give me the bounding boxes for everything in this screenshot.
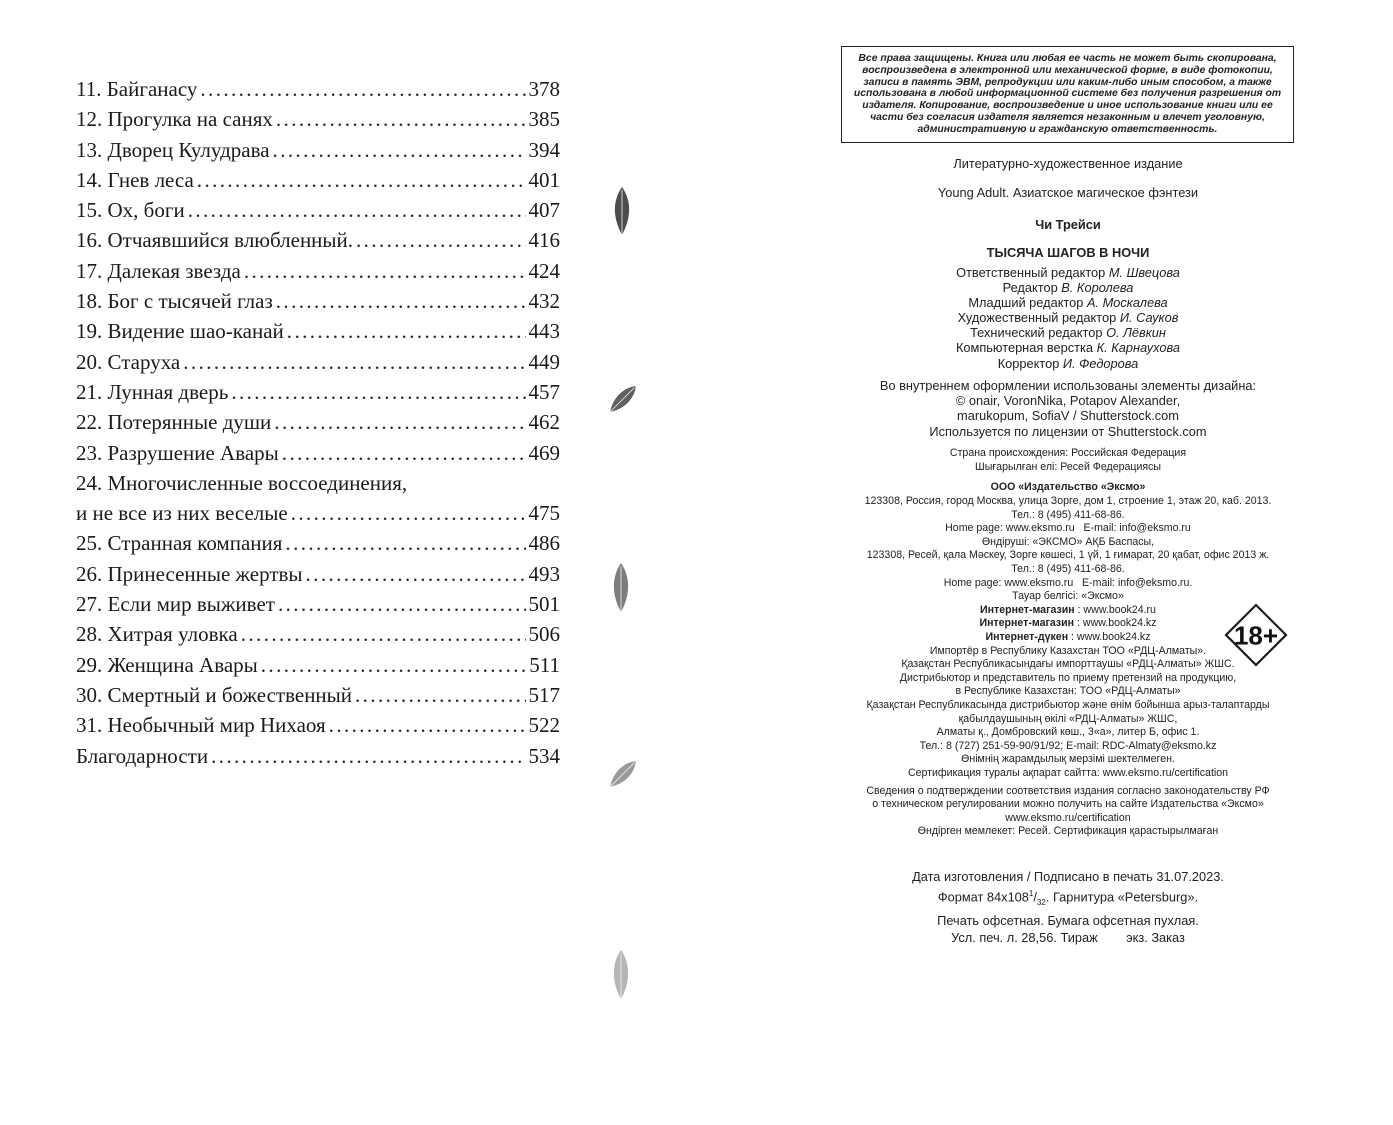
toc-entry-page: 486 [528,531,560,556]
shop-label: Интернет-дүкен [985,630,1069,643]
toc-entry-page: 443 [528,319,560,344]
toc-entry-title: 24. Многочисленные воссоединения, [76,470,408,495]
toc-entry [76,347,560,377]
toc-dot-leader [278,589,526,619]
toc-entry-title: 26. Принесенные жертвы [76,561,303,586]
genre: Young Adult. Азиатское магическое фэнтези [937,185,1199,200]
toc-entry-title: Благодарности [76,743,209,768]
toc-entry [76,650,560,680]
author: Чи Трейси [1035,217,1101,232]
print-paper: Печать офсетная. Бумага офсетная пухлая. [937,912,1199,928]
toc-entry [76,619,560,649]
toc-dot-leader [200,74,525,104]
leaf-icon [603,380,643,418]
toc-dot-leader [306,559,526,589]
credit-role: Корректор [997,355,1060,371]
toc-entry [76,286,560,316]
toc-entry-page: 506 [528,622,560,647]
leaf-icon [609,949,633,1001]
toc-entry-page: 416 [528,228,560,253]
toc-dot-leader [183,347,525,377]
toc-entry-title: 28. Хитрая уловка [76,622,238,647]
credit-name: М. Швецова [1108,265,1180,280]
toc-entry-title: 25. Странная компания [76,531,283,556]
leaf-icon [611,186,633,238]
credit-role: Технический редактор [970,325,1103,341]
publisher-line: Тел.: 8 (495) 411-68-86. [1011,563,1125,575]
shop-url: : www.book24.ru [1074,603,1156,616]
credit-line [820,325,1316,340]
toc-dot-leader [276,286,526,316]
toc-dot-leader [355,680,525,710]
publisher-line: Өндіруші: «ЭКСМО» АҚБ Баспасы, [981,535,1155,548]
design-line: marukopum, SofiaV / Shutterstock.com [957,408,1179,424]
toc-dot-leader [197,165,526,195]
toc-dot-leader [282,438,526,468]
toc-entry [76,316,560,346]
toc-entry-page: 462 [528,410,560,435]
print-details [820,868,1316,947]
toc-entry [76,589,560,619]
toc-entry-title: 21. Лунная дверь [76,379,229,404]
toc-dot-leader [276,104,526,134]
importer-line: Импортёр в Республику Казахстан ТОО «РДЦ-Алматы». [929,644,1207,657]
origin-line: Страна происхождения: Российская Федерация [949,446,1187,459]
toc-entry-title: 23. Разрушение Авары [76,440,279,465]
toc-entry-title: 14. Гнев леса [76,167,194,192]
design-line: © onair, VoronNika, Potapov Alexander, [955,392,1181,408]
publisher-line: Тел.: 8 (495) 411-68-86. [1011,508,1125,521]
credit-name: И. Федорова [1062,355,1139,371]
publisher-line: 123308, Ресей, қала Мәскеу, Зорге көшесі, 1 үй, 1 ғимарат, 20 қабат, офис 2013 ж. [866,549,1270,562]
edition-type: Литературно-художественное издание [953,156,1183,171]
toc-dot-leader [231,377,525,407]
importer-line: Қазақстан Республикасында дистрибьютор және өнім бойынша арыз-талаптарды [866,698,1270,711]
credit-name: А. Москалева [1086,295,1168,311]
imprint-page [820,150,1316,947]
toc-dot-leader [274,407,525,437]
credit-role: Ответственный редактор [956,265,1106,280]
table-of-contents [76,74,560,771]
toc-entry [76,256,560,286]
credit-role: Художественный редактор [957,310,1117,326]
credit-line [820,356,1316,371]
toc-dot-leader [329,710,526,740]
toc-entry-title: 17. Далекая звезда [76,258,241,283]
toc-entry [76,377,560,407]
print-run: Усл. печ. л. 28,56. Тираж экз. Заказ [951,930,1185,946]
toc-entry-title: 27. Если мир выживет [76,592,275,617]
origin-line: Шығарылған елі: Ресей Федерациясы [974,460,1162,473]
print-date: Дата изготовления / Подписано в печать 31.07.2023. [912,868,1224,884]
age-rating-badge [1224,603,1288,667]
credit-role: Редактор [1002,280,1058,296]
toc-entry-page: 493 [528,561,560,586]
credit-name: О. Лёвкин [1106,325,1166,341]
toc-entry-page: 457 [528,379,560,404]
leaf-icon [609,562,633,614]
toc-entry-page: 469 [528,440,560,465]
toc-entry [76,468,560,498]
toc-entry-title: 12. Прогулка на санях [76,107,273,132]
age-rating-label: 18+ [1233,620,1279,651]
shop-url: : www.book24.kz [1068,630,1151,643]
toc-entry-page: 522 [528,713,560,738]
toc-dot-leader [285,528,525,558]
toc-entry-page: 511 [529,652,560,677]
importer-line: Тел.: 8 (727) 251-59-90/91/92; E-mail: RDC-Almaty@eksmo.kz [919,739,1217,752]
toc-entry-page: 407 [528,198,560,223]
toc-entry-title: 20. Старуха [76,349,181,374]
importer-line: қабылдаушының өкілі «РДЦ-Алматы» ЖШС, [958,712,1178,725]
credit-name: В. Королева [1061,280,1134,296]
toc-entry [76,165,560,195]
toc-entry-title: и не все из них веселые [76,501,288,526]
publisher-line: Home page: www.eksmo.ru E-mail: info@eksmo.ru [945,522,1191,535]
toc-entry-page: 378 [528,77,560,101]
toc-entry [76,710,560,740]
toc-dot-leader [356,225,525,255]
toc-dot-leader [241,619,526,649]
credit-line [820,265,1316,280]
toc-entry-page: 517 [528,682,560,707]
importer-line: в Республике Казахстан: ТОО «РДЦ-Алматы» [955,685,1181,698]
toc-entry [76,407,560,437]
toc-entry [76,225,560,255]
publisher-name: ООО «Издательство «Эксмо» [990,481,1146,494]
toc-entry-page: 394 [528,137,560,162]
publisher-line: Тауар белгісі: «Эксмо» [1012,590,1124,603]
importer-line: Өнімнің жарамдылық мерзімі шектелмеген. [961,753,1175,766]
copyright-notice-box [841,46,1294,143]
publisher-line: 123308, Россия, город Москва, улица Зорге, дом 1, строение 1, этаж 20, каб. 2013. [864,495,1272,508]
importer-line: Қазақстан Республикасындағы импорттаушы «РДЦ-Алматы» ЖШС. [901,658,1235,671]
shop-label: Интернет-магазин [979,617,1075,630]
toc-entry-title: 18. Бог с тысячей глаз [76,289,273,314]
print-format: Формат $84x108^1/_{32}$. Гарнитура «Petersburg». [937,889,1199,908]
toc-entry-page: 449 [528,349,560,374]
credit-line [820,340,1316,355]
design-credits [820,378,1316,439]
toc-dot-leader [287,316,526,346]
credit-name: К. Карнаухова [1096,340,1181,356]
toc-entry [76,195,560,225]
toc-dot-leader [188,195,526,225]
leaf-icon [603,755,643,793]
origin-info [820,447,1316,475]
importer-line: Дистрибьютор и представитель по приему претензий на продукцию, [899,671,1237,684]
credit-line [820,310,1316,325]
toc-entry-page: 424 [528,258,560,283]
toc-entry-page: 385 [528,107,560,132]
toc-entry-page: 432 [528,289,560,314]
certification-line: Өндірген мемлекет: Ресей. Сертификация қарастырылмаған [917,825,1219,838]
toc-entry [76,741,560,771]
toc-entry-page: 501 [528,592,560,617]
certification-info [820,785,1316,839]
credit-name: И. Сауков [1119,310,1179,326]
toc-entry-page: 401 [528,167,560,192]
design-line: Во внутреннем оформлении использованы элементы дизайна: [879,377,1257,393]
toc-entry [76,680,560,710]
publisher-line: Home page: www.eksmo.ru E-mail: info@eksmo.ru. [943,576,1193,589]
toc-dot-leader [261,650,527,680]
toc-entry-title: 19. Видение шао-канай [76,319,284,344]
toc-entry-title: 11. Байганасу [76,77,198,101]
credits-list [820,265,1316,371]
toc-entry [76,559,560,589]
importer-line: Алматы қ., Домбровский көш., 3«а», литер Б, офис 1. [936,726,1200,739]
toc-dot-leader [273,135,526,165]
credit-role: Компьютерная верстка [955,340,1094,356]
importer-line: Сертификация туралы ақпарат сайтта: www.eksmo.ru/certification [907,766,1229,779]
toc-entry-title: 29. Женщина Авары [76,652,258,677]
certification-line: Сведения о подтверждении соответствия издания согласно законодательству РФ [866,784,1270,797]
shop-label: Интернет-магазин [980,603,1075,616]
toc-entry-page: 475 [528,501,560,526]
toc-entry [76,104,560,134]
certification-line: www.eksmo.ru/certification [1005,811,1131,824]
toc-entry [76,74,560,104]
toc-entry [76,135,560,165]
toc-dot-leader [244,256,526,286]
credit-line [820,295,1316,310]
copyright-notice: Все права защищены. Книга или любая ее часть не может быть скопирована, воспроизведена в электронной или механической форме, в виде фотокопии, записи в память ЭВМ, репродукции или каким-либо иным способом, а также использована в любой информационной системе без получения разрешения от издателя. Копирование, воспроизведение и иное использование книги или ее части без согласия издателя является незаконным и влечет уголовную, административную и гражданскую ответственность. [853,53,1282,135]
toc-dot-leader [291,498,526,528]
credit-role: Младший редактор [968,295,1084,311]
toc-entry-title: 16. Отчаявшийся влюбленный. [76,228,354,253]
toc-entry [76,498,560,528]
book-title: ТЫСЯЧА ШАГОВ В НОЧИ [986,245,1150,260]
design-line: Используется по лицензии от Shutterstock.com [929,423,1207,439]
toc-entry [76,528,560,558]
certification-line: о техническом регулировании можно получить на сайте Издательства «Эксмо» [872,798,1264,811]
toc-entry-title: 15. Ох, боги [76,198,185,223]
toc-dot-leader [211,741,525,771]
credit-line [820,280,1316,295]
toc-entry-title: 31. Необычный мир Нихаоя [76,713,326,738]
toc-entry-title: 22. Потерянные души [76,410,272,435]
shop-url: : www.book24.kz [1074,617,1157,630]
toc-entry-title: 30. Смертный и божественный [76,682,353,707]
toc-entry-page: 534 [528,743,560,768]
publisher-info [820,495,1316,604]
toc-entry [76,438,560,468]
toc-entry-title: 13. Дворец Кулудрава [76,137,270,162]
